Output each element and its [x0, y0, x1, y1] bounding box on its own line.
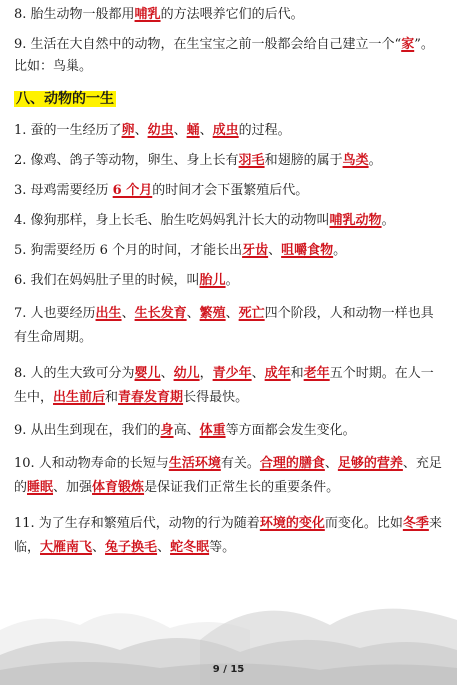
item-9-example — [14, 58, 444, 76]
keyword-answer: 大雁南飞 — [40, 540, 93, 555]
keyword-answer: 老年 — [303, 366, 330, 381]
keyword-answer: 生活环境 — [168, 456, 221, 471]
list-item — [14, 512, 444, 560]
keyword-answer: 胎儿 — [199, 273, 226, 288]
text-segment: 四个阶段，人和动物一样也具有生命周期。 — [14, 306, 434, 345]
text-segment: 高、 — [173, 423, 200, 438]
list-item — [14, 272, 444, 290]
text-segment: 1. 蚕的一生经历了 — [14, 123, 122, 138]
list-item — [14, 152, 444, 170]
keyword-answer: 青少年 — [212, 366, 252, 381]
keyword-answer: 蛇冬眠 — [170, 540, 210, 555]
keyword-answer: 出生 — [95, 306, 122, 321]
text-segment: 、 — [134, 123, 148, 138]
item-8-viviparous — [14, 6, 444, 24]
text-segment: 、 — [121, 306, 135, 321]
keyword-answer: 死亡 — [238, 306, 265, 321]
text-segment: 、 — [173, 123, 187, 138]
keyword-answer: 足够的营养 — [337, 456, 403, 471]
item-9-nest — [14, 36, 444, 54]
text-segment: 、加强 — [53, 480, 93, 495]
text-segment: 是保证我们正常生长的重要条件。 — [144, 480, 340, 495]
text-segment: 9. 从出生到现在，我们的 — [14, 423, 161, 438]
list-item — [14, 242, 444, 260]
keyword-answer: 蛹 — [186, 123, 200, 138]
text-segment: 有关。 — [220, 456, 260, 471]
text-segment: 4. 像狗那样，身上长毛、胎生吃妈妈乳汁长大的动物叫 — [14, 213, 330, 228]
keyword-answer: 身 — [160, 423, 174, 438]
text-segment: 、 — [268, 243, 282, 258]
keyword-answer: 哺乳动物 — [329, 213, 382, 228]
keyword-answer: 哺乳 — [134, 7, 161, 22]
text-segment: 、 — [225, 306, 239, 321]
text-segment: ”。 — [414, 37, 434, 52]
keyword-answer: 睡眠 — [27, 480, 54, 495]
keyword-answer: 咀嚼食物 — [281, 243, 334, 258]
keyword-answer: 幼虫 — [147, 123, 174, 138]
list-item — [14, 362, 444, 410]
list-item — [14, 212, 444, 230]
text-segment: 而变化。比如 — [324, 516, 403, 531]
text-segment: 、 — [324, 456, 338, 471]
text-segment: 的方法喂养它们的后代。 — [160, 7, 304, 22]
keyword-answer: 成年 — [264, 366, 291, 381]
text-segment: 。 — [225, 273, 239, 288]
text-segment: 2. 像鸡、鸽子等动物，卵生、身上长有 — [14, 153, 239, 168]
text-segment: 五个时期。在人一生中， — [14, 366, 434, 405]
text-segment: 、充足的 — [14, 456, 442, 495]
text-segment: 来临， — [14, 516, 442, 555]
text-segment: 等。 — [209, 540, 236, 555]
text-segment: 。 — [381, 213, 395, 228]
text-segment: 、 — [157, 540, 171, 555]
keyword-answer: 冬季 — [402, 516, 429, 531]
keyword-answer: 婴儿 — [134, 366, 161, 381]
text-segment: 5. 狗需要经历 6 个月的时间，才能长出 — [14, 243, 243, 258]
text-segment: 的过程。 — [238, 123, 291, 138]
text-segment: 9. 生活在大自然中的动物，在生宝宝之前一般都会给自己建立一个“ — [14, 37, 402, 52]
list-item — [14, 122, 444, 140]
content-body — [14, 6, 444, 572]
keyword-answer: 羽毛 — [238, 153, 265, 168]
keyword-answer: 6 个月 — [112, 183, 153, 198]
text-segment: 、 — [186, 306, 200, 321]
section-title: 八、动物的一生 — [16, 91, 114, 107]
text-segment: 和 — [290, 366, 304, 381]
keyword-answer: 成虫 — [212, 123, 239, 138]
text-segment: 长得最快。 — [183, 390, 249, 405]
keyword-answer: 家 — [401, 37, 415, 52]
keyword-answer: 体重 — [199, 423, 226, 438]
text-segment: 的时间才会下蛋繁殖后代。 — [152, 183, 309, 198]
keyword-answer: 青春发育期 — [118, 390, 184, 405]
text-segment: 11. 为了生存和繁殖后代，动物的行为随着 — [14, 516, 260, 531]
text-segment: 、 — [92, 540, 106, 555]
text-segment: 10. 人和动物寿命的长短与 — [14, 456, 169, 471]
text-segment: 和 — [105, 390, 119, 405]
text-segment: 。 — [368, 153, 382, 168]
text-segment: 比如：鸟巢。 — [14, 59, 93, 74]
list-item — [14, 302, 444, 350]
list-item — [14, 452, 444, 500]
text-segment: 6. 我们在妈妈肚子里的时候，叫 — [14, 273, 200, 288]
keyword-answer: 生长发育 — [134, 306, 187, 321]
keyword-answer: 出生前后 — [53, 390, 106, 405]
section-heading — [14, 88, 444, 110]
text-segment: 8. 胎生动物一般都用 — [14, 7, 135, 22]
text-segment: 和翅膀的属于 — [264, 153, 343, 168]
text-segment: 、 — [251, 366, 265, 381]
keyword-answer: 合理的膳食 — [259, 456, 325, 471]
text-segment: 8. 人的生大致可分为 — [14, 366, 135, 381]
page-number: 9 / 15 — [212, 664, 245, 675]
text-segment: 3. 母鸡需要经历 — [14, 183, 113, 198]
keyword-answer: 牙齿 — [242, 243, 269, 258]
text-segment: 等方面都会发生变化。 — [225, 423, 356, 438]
keyword-answer: 体育锻炼 — [92, 480, 145, 495]
text-segment: 、 — [160, 366, 174, 381]
text-segment: 7. 人也要经历 — [14, 306, 96, 321]
text-segment: 、 — [199, 123, 213, 138]
keyword-answer: 兔子换毛 — [105, 540, 158, 555]
text-segment: ， — [199, 366, 213, 381]
list-item — [14, 422, 444, 440]
keyword-answer: 鸟类 — [342, 153, 369, 168]
keyword-answer: 卵 — [121, 123, 135, 138]
keyword-answer: 幼儿 — [173, 366, 200, 381]
keyword-answer: 繁殖 — [199, 306, 226, 321]
list-item — [14, 182, 444, 200]
keyword-answer: 环境的变化 — [259, 516, 325, 531]
text-segment: 。 — [333, 243, 347, 258]
